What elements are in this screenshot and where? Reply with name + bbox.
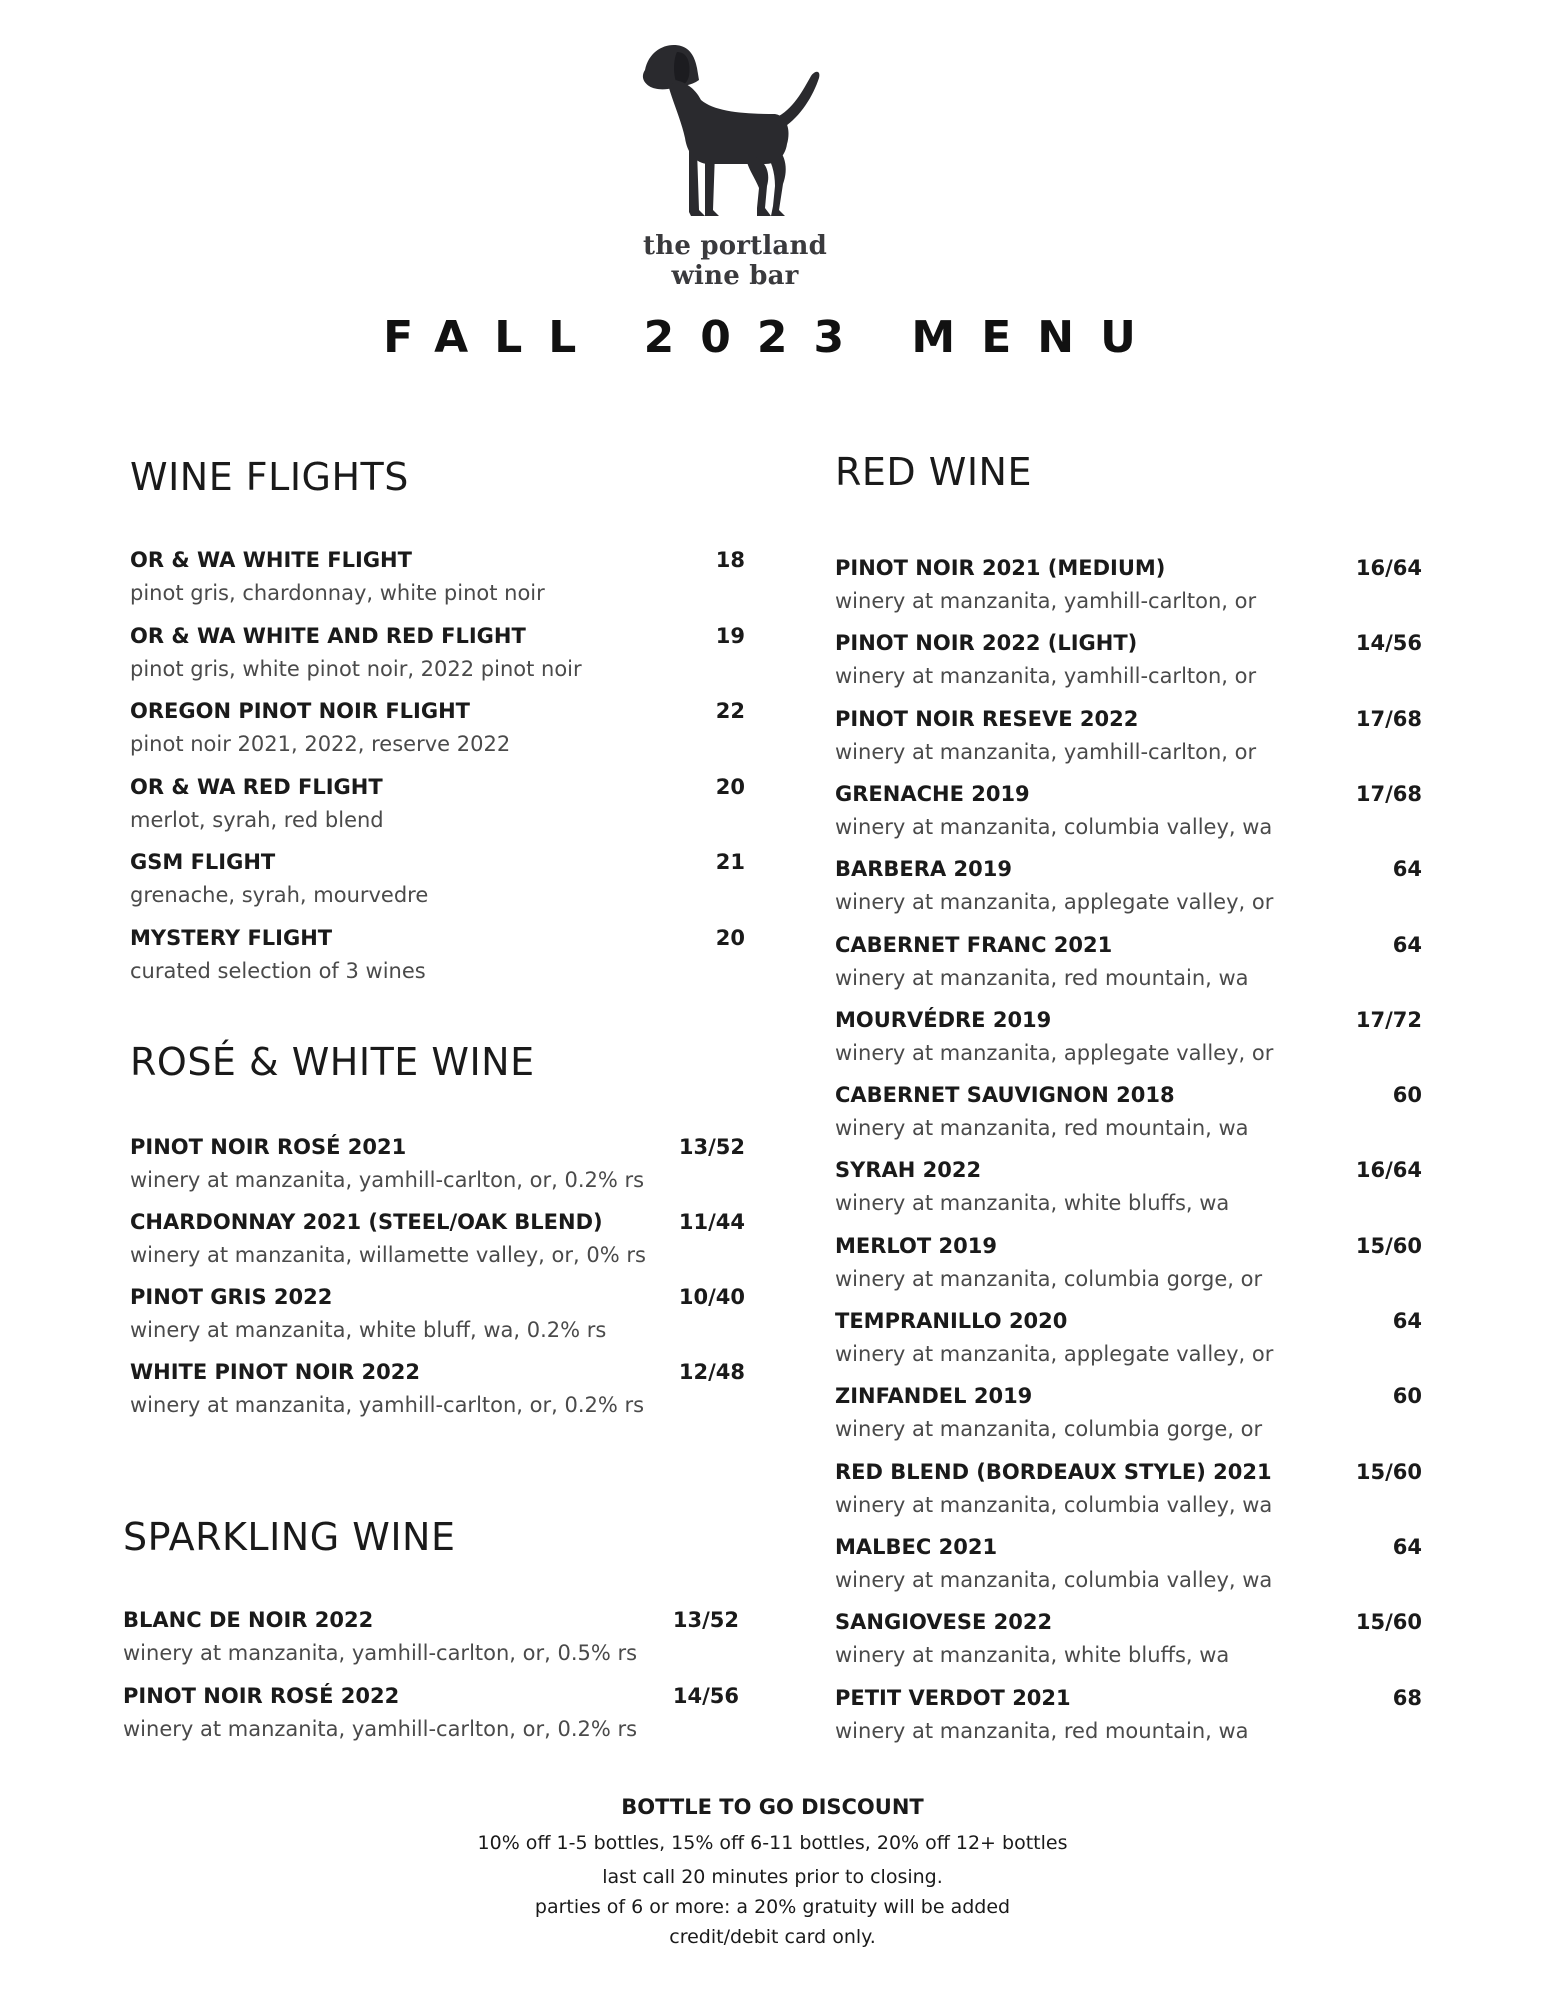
menu-item-price: 64	[1392, 1534, 1422, 1559]
menu-item-price: 64	[1392, 932, 1422, 957]
menu-item	[835, 933, 1422, 995]
menu-item-description: winery at manzanita, red mountain, wa	[835, 965, 1249, 990]
menu-item-price: 19	[715, 623, 745, 648]
menu-item-price: 21	[715, 850, 745, 874]
menu-item	[835, 1686, 1422, 1748]
menu-item-description: winery at manzanita, yamhill-carlton, or, 0.2% rs	[130, 1168, 645, 1192]
menu-item	[123, 1608, 739, 1670]
brand-name: the portland wine bar	[643, 231, 827, 291]
menu-item-name: PETIT VERDOT 2021	[835, 1685, 1071, 1710]
menu-item-name: SANGIOVESE 2022	[835, 1610, 1053, 1635]
menu-item-name: PINOT GRIS 2022	[130, 1285, 333, 1309]
menu-item-price: 13/52	[678, 1135, 745, 1159]
menu-item-description: pinot gris, white pinot noir, 2022 pinot noir	[130, 656, 582, 681]
menu-item-description: pinot noir 2021, 2022, reserve 2022	[130, 732, 511, 756]
menu-item-name: PINOT NOIR ROSÉ 2022	[123, 1683, 400, 1708]
menu-item	[130, 775, 745, 837]
menu-item-description: merlot, syrah, red blend	[130, 807, 384, 832]
menu-item-name: BLANC DE NOIR 2022	[123, 1608, 374, 1632]
menu-item-name: MERLOT 2019	[835, 1233, 997, 1258]
menu-item-description: winery at manzanita, white bluffs, wa	[835, 1643, 1230, 1668]
menu-item-name: PINOT NOIR 2022 (LIGHT)	[835, 631, 1138, 656]
footer-last-call: last call 20 minutes prior to closing.	[602, 1866, 943, 1888]
menu-item-price: 22	[715, 699, 745, 723]
menu-item-description: winery at manzanita, columbia gorge, or	[835, 1266, 1263, 1291]
menu-item-name: OR & WA RED FLIGHT	[130, 774, 383, 799]
menu-item-description: winery at manzanita, red mountain, wa	[835, 1718, 1249, 1743]
menu-item	[835, 1535, 1422, 1597]
menu-item-name: CHARDONNAY 2021 (STEEL/OAK BLEND)	[130, 1210, 603, 1234]
menu-item-price: 16/64	[1355, 1158, 1422, 1183]
menu-item	[835, 1158, 1422, 1220]
menu-item-name: OR & WA WHITE FLIGHT	[130, 548, 412, 572]
menu-item	[835, 1610, 1422, 1672]
section-title-wine-flights: WINE FLIGHTS	[130, 455, 409, 499]
menu-item-description: winery at manzanita, willamette valley, or, 0% rs	[130, 1243, 646, 1267]
menu-item-description: grenache, syrah, mourvedre	[130, 883, 429, 907]
menu-item	[835, 707, 1422, 769]
menu-item-description: winery at manzanita, columbia valley, wa	[835, 1492, 1273, 1517]
menu-item-description: winery at manzanita, columbia valley, wa	[835, 1567, 1273, 1592]
menu-item-price: 64	[1392, 857, 1422, 882]
section-title-rose-white: ROSÉ & WHITE WINE	[130, 1040, 535, 1084]
menu-title: FALL 2023 MENU	[383, 312, 1162, 363]
menu-item-price: 13/52	[672, 1608, 739, 1632]
menu-item-description: winery at manzanita, yamhill-carlton, or	[835, 589, 1257, 613]
section-title-sparkling: SPARKLING WINE	[123, 1515, 456, 1559]
footer-payment: credit/debit card only.	[669, 1926, 876, 1948]
menu-item	[130, 1285, 745, 1347]
menu-item-price: 68	[1392, 1685, 1422, 1710]
menu-item-price: 14/56	[1355, 631, 1422, 656]
menu-item	[835, 631, 1422, 693]
menu-item-name: PINOT NOIR 2021 (MEDIUM)	[835, 556, 1166, 580]
menu-item	[835, 556, 1422, 618]
menu-item	[835, 1083, 1422, 1145]
menu-item-description: winery at manzanita, applegate valley, or	[835, 1040, 1274, 1065]
menu-item	[835, 782, 1422, 844]
menu-item-price: 17/68	[1355, 781, 1422, 806]
menu-item	[835, 1309, 1422, 1371]
menu-item-description: winery at manzanita, yamhill-carlton, or	[835, 664, 1257, 689]
menu-item-description: winery at manzanita, yamhill-carlton, or	[835, 739, 1257, 764]
menu-item-name: BARBERA 2019	[835, 857, 1012, 882]
menu-item	[130, 850, 745, 912]
brand-logo	[615, 40, 855, 291]
menu-item-description: winery at manzanita, columbia gorge, or	[835, 1417, 1263, 1442]
menu-item-price: 17/68	[1355, 706, 1422, 731]
menu-item	[130, 699, 745, 761]
menu-item	[130, 624, 745, 686]
menu-item-name: PINOT NOIR RESEVE 2022	[835, 706, 1139, 731]
menu-item	[835, 1460, 1422, 1522]
menu-item-description: pinot gris, chardonnay, white pinot noir	[130, 581, 545, 605]
menu-item-name: OREGON PINOT NOIR FLIGHT	[130, 699, 471, 723]
menu-item-price: 15/60	[1355, 1233, 1422, 1258]
menu-item-name: RED BLEND (BORDEAUX STYLE) 2021	[835, 1459, 1272, 1484]
menu-item	[130, 1360, 745, 1422]
menu-item-name: PINOT NOIR ROSÉ 2021	[130, 1135, 407, 1159]
footer-gratuity: parties of 6 or more: a 20% gratuity will be added	[534, 1896, 1011, 1918]
menu-item	[835, 1008, 1422, 1070]
menu-item	[123, 1684, 739, 1746]
menu-item	[130, 1210, 745, 1272]
menu-item-price: 12/48	[678, 1360, 745, 1384]
section-title-red-wine: RED WINE	[835, 450, 1032, 494]
menu-item-name: GRENACHE 2019	[835, 781, 1030, 806]
footer-discount: 10% off 1-5 bottles, 15% off 6-11 bottles, 20% off 12+ bottles	[477, 1832, 1068, 1854]
menu-item	[130, 548, 745, 610]
menu-item-price: 16/64	[1355, 556, 1422, 580]
menu-item-price: 15/60	[1355, 1610, 1422, 1635]
menu-item-name: TEMPRANILLO 2020	[835, 1309, 1068, 1333]
menu-item-name: MALBEC 2021	[835, 1534, 998, 1559]
menu-item	[130, 1135, 745, 1197]
menu-item-description: winery at manzanita, white bluffs, wa	[835, 1191, 1230, 1216]
dog-silhouette-icon	[625, 40, 845, 225]
menu-item	[835, 1384, 1422, 1446]
menu-item	[835, 1234, 1422, 1296]
menu-item	[130, 926, 745, 988]
menu-item-description: winery at manzanita, yamhill-carlton, or, 0.2% rs	[123, 1716, 638, 1741]
menu-item-price: 11/44	[678, 1210, 745, 1234]
menu-item-description: curated selection of 3 wines	[130, 958, 426, 983]
menu-item-price: 64	[1392, 1309, 1422, 1333]
menu-item-name: WHITE PINOT NOIR 2022	[130, 1360, 420, 1384]
menu-item-name: OR & WA WHITE AND RED FLIGHT	[130, 623, 526, 648]
menu-item-price: 20	[715, 925, 745, 950]
menu-item-name: SYRAH 2022	[835, 1158, 982, 1183]
menu-item-price: 60	[1392, 1384, 1422, 1409]
menu-item-description: winery at manzanita, applegate valley, or	[835, 890, 1274, 915]
menu-item-name: CABERNET FRANC 2021	[835, 932, 1113, 957]
menu-item-name: ZINFANDEL 2019	[835, 1384, 1033, 1409]
menu-item-price: 60	[1392, 1083, 1422, 1108]
menu-item-name: MOURVÉDRE 2019	[835, 1007, 1052, 1032]
menu-item-price: 17/72	[1355, 1007, 1422, 1032]
footer-heading: BOTTLE TO GO DISCOUNT	[621, 1795, 924, 1819]
menu-item-description: winery at manzanita, columbia valley, wa	[835, 814, 1273, 839]
menu-item-price: 10/40	[678, 1285, 745, 1309]
menu-item-description: winery at manzanita, white bluff, wa, 0.2% rs	[130, 1318, 607, 1342]
menu-item-name: MYSTERY FLIGHT	[130, 925, 333, 950]
menu-item-price: 15/60	[1355, 1459, 1422, 1484]
menu-item-price: 18	[715, 548, 745, 572]
menu-item-price: 20	[715, 774, 745, 799]
menu-item-name: GSM FLIGHT	[130, 850, 276, 874]
menu-item-description: winery at manzanita, yamhill-carlton, or, 0.5% rs	[123, 1641, 638, 1665]
menu-item-price: 14/56	[672, 1683, 739, 1708]
menu-item	[835, 857, 1422, 919]
menu-item-description: winery at manzanita, applegate valley, or	[835, 1342, 1274, 1366]
menu-item-description: winery at manzanita, yamhill-carlton, or, 0.2% rs	[130, 1393, 645, 1417]
menu-item-description: winery at manzanita, red mountain, wa	[835, 1116, 1249, 1141]
menu-item-name: CABERNET SAUVIGNON 2018	[835, 1083, 1175, 1108]
